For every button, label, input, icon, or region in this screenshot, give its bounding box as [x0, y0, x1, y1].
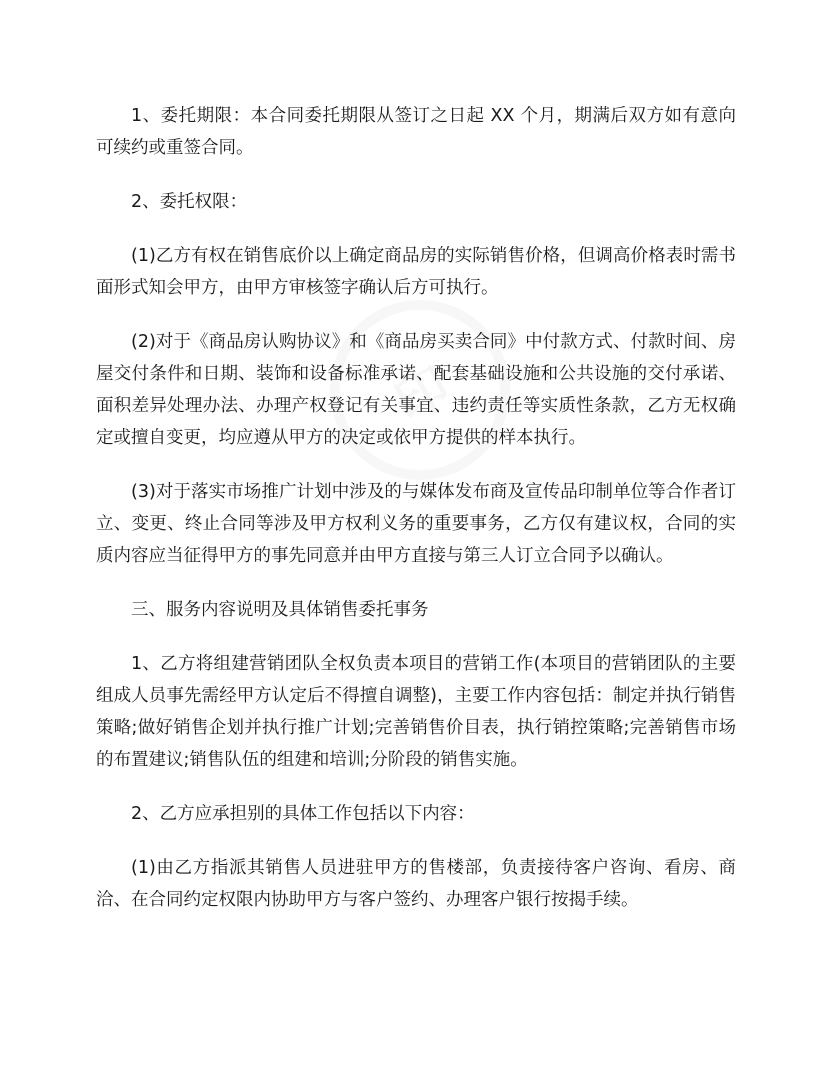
paragraph-marketing-team: 1、乙方将组建营销团队全权负责本项目的营销工作(本项目的营销团队的主要组成人员事先需经甲方认定后不得擅自调整)，主要工作内容包括：制定并执行销售策略;做好销售企划并执行推广计划;完善销售价目表，执行销控策略;完善销售市场的布置建议;销售队伍的组建和培训;分阶段的销售实施。: [96, 654, 736, 770]
paragraph-entrust-authority-heading: 2、委托权限：: [131, 192, 248, 212]
paragraph-authority-marketing: (3)对于落实市场推广计划中涉及的与媒体发布商及宣传品印制单位等合作者订立、变更、终止合同等涉及甲方权利义务的重要事务，乙方仅有建议权，合同的实质内容应当征得甲方的事先同意并由甲方直接与第三人订立合同予以确认。: [96, 482, 736, 566]
paragraph-authority-pricing: (1)乙方有权在销售底价以上确定商品房的实际销售价格，但调高价格表时需书面形式知会甲方，由甲方审核签字确认后方可执行。: [96, 246, 736, 298]
paragraph-other-duties-heading: 2、乙方应承担别的具体工作包括以下内容：: [131, 804, 475, 824]
document-body: [96, 100, 736, 938]
paragraph-authority-contract-terms: (2)对于《商品房认购协议》和《商品房买卖合同》中付款方式、付款时间、房屋交付条件和日期、装饰和设备标准承诺、配套基础设施和公共设施的交付承诺、面积差异处理办法、办理产权登记有关事宜、违约责任等实质性条款，乙方无权确定或擅自变更，均应遵从甲方的决定或依甲方提供的样本执行。: [96, 332, 736, 448]
section-heading-service-content: 三、服务内容说明及具体销售委托事务: [131, 600, 429, 620]
paragraph-entrust-term: 1、委托期限：本合同委托期限从签订之日起 XX 个月，期满后双方如有意向可续约或重签合同。: [96, 106, 736, 158]
paragraph-sales-staff-duties: (1)由乙方指派其销售人员进驻甲方的售楼部，负责接待客户咨询、看房、商洽、在合同约定权限内协助甲方与客户签约、办理客户银行按揭手续。: [96, 858, 736, 910]
